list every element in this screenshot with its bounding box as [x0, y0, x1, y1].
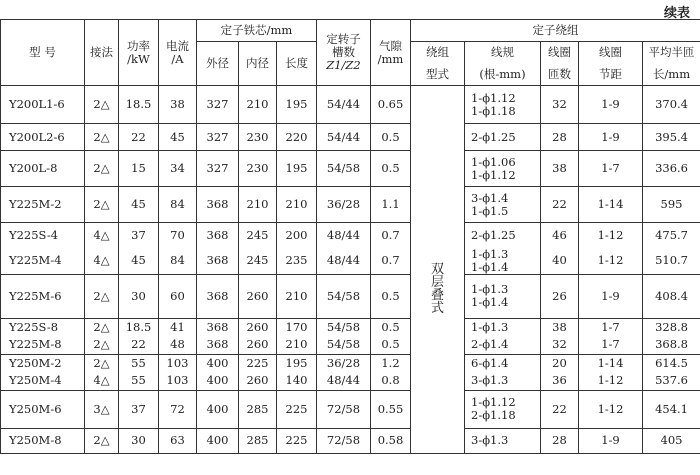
cell-wire	[465, 151, 541, 187]
cell-pitch: 1-9	[579, 428, 643, 453]
cell-conn: 2△	[85, 151, 119, 187]
cell-conn: 3△	[85, 390, 119, 428]
wire-spec: 1-ϕ1.3	[471, 282, 509, 296]
cell-pitch: 1-9	[579, 274, 643, 318]
cell-conn: 4△	[85, 372, 119, 390]
cell-model: Y225M-6	[1, 274, 85, 318]
cell-wire	[465, 187, 541, 223]
wire-spec: 3-ϕ1.3	[471, 373, 509, 388]
cell-current: 34	[159, 151, 197, 187]
cell-gap: 0.7	[371, 223, 411, 248]
table-row	[1, 318, 700, 336]
cell-conn: 2△	[85, 354, 119, 372]
cell-power: 45	[119, 248, 159, 275]
table-row	[1, 151, 700, 187]
cell-pitch: 1-14	[579, 354, 643, 372]
wire-spec: 1-ϕ1.18	[471, 103, 516, 118]
cell-half-turn: 537.6	[643, 372, 700, 390]
table-row	[1, 390, 700, 428]
cell-outer: 368	[197, 248, 239, 275]
cell-inner: 260	[239, 318, 277, 336]
cell-pitch: 1-7	[579, 318, 643, 336]
cell-current: 72	[159, 390, 197, 428]
cell-slots: 54/58	[317, 151, 371, 187]
cell-outer: 368	[197, 223, 239, 248]
cell-power: 18.5	[119, 318, 159, 336]
cell-pitch: 1-7	[579, 151, 643, 187]
cell-power: 37	[119, 390, 159, 428]
cell-inner: 230	[239, 124, 277, 151]
cell-half-turn: 510.7	[643, 248, 700, 275]
cell-inner: 245	[239, 248, 277, 275]
cell-current: 103	[159, 354, 197, 372]
header-connection: 接法	[85, 20, 119, 86]
table-row	[1, 428, 700, 453]
wire-spec: 1-ϕ1.5	[471, 203, 509, 218]
wire-spec: 3-ϕ1.3	[471, 433, 509, 447]
cell-pitch: 1-12	[579, 390, 643, 428]
cell-len: 225	[277, 390, 317, 428]
cell-half-turn: 454.1	[643, 390, 700, 428]
header-airgap: 气隙 /mm	[371, 20, 411, 86]
cell-half-turn: 395.4	[643, 124, 700, 151]
cell-turns: 26	[541, 274, 579, 318]
cell-model: Y225S-4	[1, 223, 85, 248]
header-winding-type-2: 型式	[411, 64, 465, 86]
cell-conn: 2△	[85, 336, 119, 354]
cell-len: 225	[277, 428, 317, 453]
cell-pitch: 1-14	[579, 187, 643, 223]
cell-power: 55	[119, 372, 159, 390]
cell-inner: 285	[239, 428, 277, 453]
cell-turns: 20	[541, 354, 579, 372]
header-stator-core: 定子铁芯/mm	[197, 20, 317, 42]
cell-wire	[465, 248, 541, 275]
wire-spec: 2-ϕ1.25	[471, 227, 516, 242]
cell-len: 195	[277, 354, 317, 372]
wire-spec: 1-ϕ1.3	[471, 247, 509, 261]
cell-model: Y200L1-6	[1, 86, 85, 124]
wire-spec: 1-ϕ1.12	[471, 90, 516, 105]
cell-power: 55	[119, 354, 159, 372]
wire-spec: 2-ϕ1.4	[471, 337, 509, 352]
cell-gap: 0.5	[371, 336, 411, 354]
cell-conn: 2△	[85, 86, 119, 124]
cell-turns: 32	[541, 86, 579, 124]
cell-pitch: 1-9	[579, 86, 643, 124]
cell-gap: 0.55	[371, 390, 411, 428]
header-current: 电流 /A	[159, 20, 197, 86]
cell-len: 140	[277, 372, 317, 390]
cell-half-turn: 614.5	[643, 354, 700, 372]
wire-spec: 2-ϕ1.18	[471, 408, 516, 422]
winding-type-char: 双	[430, 262, 444, 278]
cell-current: 103	[159, 372, 197, 390]
cell-half-turn: 595	[643, 187, 700, 223]
header-turns-1: 线圈	[541, 42, 579, 64]
cell-slots: 72/58	[317, 428, 371, 453]
cell-current: 60	[159, 274, 197, 318]
cell-turns: 36	[541, 372, 579, 390]
cell-model: Y225M-4	[1, 248, 85, 275]
cell-inner: 210	[239, 187, 277, 223]
continued-label: 续表	[663, 6, 690, 21]
cell-inner: 260	[239, 372, 277, 390]
cell-len: 195	[277, 151, 317, 187]
cell-inner: 260	[239, 336, 277, 354]
header-half-turn-2: 长/mm	[643, 64, 700, 86]
table-row	[1, 354, 700, 372]
cell-model: Y250M-4	[1, 372, 85, 390]
cell-power: 15	[119, 151, 159, 187]
cell-turns: 28	[541, 124, 579, 151]
table-row	[1, 223, 700, 248]
cell-half-turn: 475.7	[643, 223, 700, 248]
header-slots: 定转子 槽数 Z1/Z2	[317, 20, 371, 86]
cell-gap: 0.8	[371, 372, 411, 390]
header-pitch-2: 节距	[579, 64, 643, 86]
cell-wire	[465, 336, 541, 354]
cell-slots: 54/44	[317, 124, 371, 151]
cell-outer: 400	[197, 428, 239, 453]
cell-gap: 0.5	[371, 151, 411, 187]
table-row	[1, 124, 700, 151]
cell-slots: 54/58	[317, 336, 371, 354]
cell-model: Y250M-2	[1, 354, 85, 372]
cell-current: 41	[159, 318, 197, 336]
cell-slots: 54/58	[317, 274, 371, 318]
cell-conn: 2△	[85, 124, 119, 151]
wire-spec: 1-ϕ1.3	[471, 319, 509, 334]
cell-model: Y225M-2	[1, 187, 85, 223]
cell-wire	[465, 223, 541, 248]
cell-outer: 400	[197, 390, 239, 428]
cell-len: 220	[277, 124, 317, 151]
cell-half-turn: 328.8	[643, 318, 700, 336]
cell-conn: 2△	[85, 187, 119, 223]
cell-pitch: 1-12	[579, 372, 643, 390]
wire-spec: 1-ϕ1.4	[471, 259, 509, 274]
cell-turns: 46	[541, 223, 579, 248]
cell-outer: 368	[197, 187, 239, 223]
cell-gap: 0.5	[371, 318, 411, 336]
header-pitch-1: 线圈	[579, 42, 643, 64]
cell-inner: 245	[239, 223, 277, 248]
header-length: 长度	[277, 42, 317, 86]
cell-pitch: 1-7	[579, 336, 643, 354]
cell-wire	[465, 372, 541, 390]
winding-type-char: 式	[430, 301, 444, 317]
cell-gap: 0.65	[371, 86, 411, 124]
cell-power: 22	[119, 336, 159, 354]
cell-turns: 22	[541, 187, 579, 223]
cell-inner: 285	[239, 390, 277, 428]
cell-pitch: 1-9	[579, 124, 643, 151]
cell-current: 70	[159, 223, 197, 248]
cell-model: Y250M-6	[1, 390, 85, 428]
header-wire-spec-2: (根-mm)	[465, 64, 541, 86]
cell-outer: 327	[197, 124, 239, 151]
cell-slots: 48/44	[317, 223, 371, 248]
cell-slots: 36/28	[317, 354, 371, 372]
cell-turns: 38	[541, 318, 579, 336]
wire-spec: 1-ϕ1.4	[471, 295, 509, 309]
cell-half-turn: 370.4	[643, 86, 700, 124]
cell-half-turn: 405	[643, 428, 700, 453]
cell-conn: 2△	[85, 428, 119, 453]
cell-inner: 225	[239, 354, 277, 372]
cell-current: 84	[159, 187, 197, 223]
cell-model: Y200L2-6	[1, 124, 85, 151]
cell-power: 45	[119, 187, 159, 223]
cell-wire	[465, 274, 541, 318]
cell-slots: 72/58	[317, 390, 371, 428]
cell-half-turn: 336.6	[643, 151, 700, 187]
header-outer-dia: 外径	[197, 42, 239, 86]
cell-inner: 230	[239, 151, 277, 187]
cell-inner: 210	[239, 86, 277, 124]
cell-power: 18.5	[119, 86, 159, 124]
cell-half-turn: 408.4	[643, 274, 700, 318]
cell-conn: 4△	[85, 248, 119, 275]
cell-current: 84	[159, 248, 197, 275]
cell-pitch: 1-12	[579, 223, 643, 248]
header-half-turn-1: 平均半匝	[643, 42, 700, 64]
cell-conn: 2△	[85, 274, 119, 318]
cell-outer: 327	[197, 151, 239, 187]
cell-wire	[465, 428, 541, 453]
cell-len: 200	[277, 223, 317, 248]
cell-power: 30	[119, 428, 159, 453]
cell-conn: 4△	[85, 223, 119, 248]
cell-slots: 48/44	[317, 372, 371, 390]
cell-turns: 22	[541, 390, 579, 428]
cell-current: 63	[159, 428, 197, 453]
cell-len: 170	[277, 318, 317, 336]
cell-wire	[465, 390, 541, 428]
header-inner-dia: 内径	[239, 42, 277, 86]
cell-current: 38	[159, 86, 197, 124]
cell-outer: 368	[197, 318, 239, 336]
cell-current: 48	[159, 336, 197, 354]
header-winding-type-1: 绕组	[411, 42, 465, 64]
table-row	[1, 372, 700, 390]
cell-power: 30	[119, 274, 159, 318]
cell-turns: 38	[541, 151, 579, 187]
header-stator-winding: 定子绕组	[411, 20, 700, 42]
wire-spec: 3-ϕ1.4	[471, 190, 509, 205]
cell-outer: 327	[197, 86, 239, 124]
cell-model: Y200L-8	[1, 151, 85, 187]
cell-turns: 28	[541, 428, 579, 453]
wire-spec: 6-ϕ1.4	[471, 355, 509, 370]
header-power: 功率 /kW	[119, 20, 159, 86]
cell-outer: 400	[197, 372, 239, 390]
cell-current: 45	[159, 124, 197, 151]
cell-gap: 1.2	[371, 354, 411, 372]
cell-model: Y225S-8	[1, 318, 85, 336]
winding-type-char: 层	[430, 275, 444, 291]
table-row	[1, 274, 700, 318]
cell-winding-type	[411, 86, 465, 454]
cell-wire	[465, 86, 541, 124]
cell-power: 22	[119, 124, 159, 151]
wire-spec: 1-ϕ1.12	[471, 395, 516, 409]
cell-turns: 40	[541, 248, 579, 275]
cell-slots: 36/28	[317, 187, 371, 223]
motor-spec-table	[0, 19, 700, 454]
wire-spec: 1-ϕ1.06	[471, 154, 516, 169]
cell-wire	[465, 124, 541, 151]
table-row	[1, 86, 700, 124]
cell-len: 195	[277, 86, 317, 124]
cell-gap: 0.7	[371, 248, 411, 275]
cell-gap: 0.5	[371, 124, 411, 151]
cell-slots: 54/44	[317, 86, 371, 124]
cell-model: Y225M-8	[1, 336, 85, 354]
cell-slots: 48/44	[317, 248, 371, 275]
cell-len: 210	[277, 336, 317, 354]
table-row	[1, 248, 700, 275]
cell-outer: 368	[197, 274, 239, 318]
cell-outer: 368	[197, 336, 239, 354]
header-model: 型 号	[1, 20, 85, 86]
cell-power: 37	[119, 223, 159, 248]
cell-gap: 0.5	[371, 274, 411, 318]
wire-spec: 1-ϕ1.12	[471, 167, 516, 182]
cell-len: 210	[277, 274, 317, 318]
table-row	[1, 187, 700, 223]
cell-inner: 260	[239, 274, 277, 318]
cell-outer: 400	[197, 354, 239, 372]
header-wire-spec-1: 线规	[465, 42, 541, 64]
cell-gap: 0.58	[371, 428, 411, 453]
cell-model: Y250M-8	[1, 428, 85, 453]
cell-gap: 1.1	[371, 187, 411, 223]
cell-slots: 54/58	[317, 318, 371, 336]
cell-pitch: 1-12	[579, 248, 643, 275]
cell-wire	[465, 318, 541, 336]
header-turns-2: 匝数	[541, 64, 579, 86]
wire-spec: 2-ϕ1.25	[471, 129, 516, 144]
winding-type-char: 叠	[430, 288, 444, 304]
cell-len: 235	[277, 248, 317, 275]
cell-len: 210	[277, 187, 317, 223]
cell-wire	[465, 354, 541, 372]
cell-conn: 2△	[85, 318, 119, 336]
cell-turns: 32	[541, 336, 579, 354]
table-row	[1, 336, 700, 354]
cell-half-turn: 368.8	[643, 336, 700, 354]
